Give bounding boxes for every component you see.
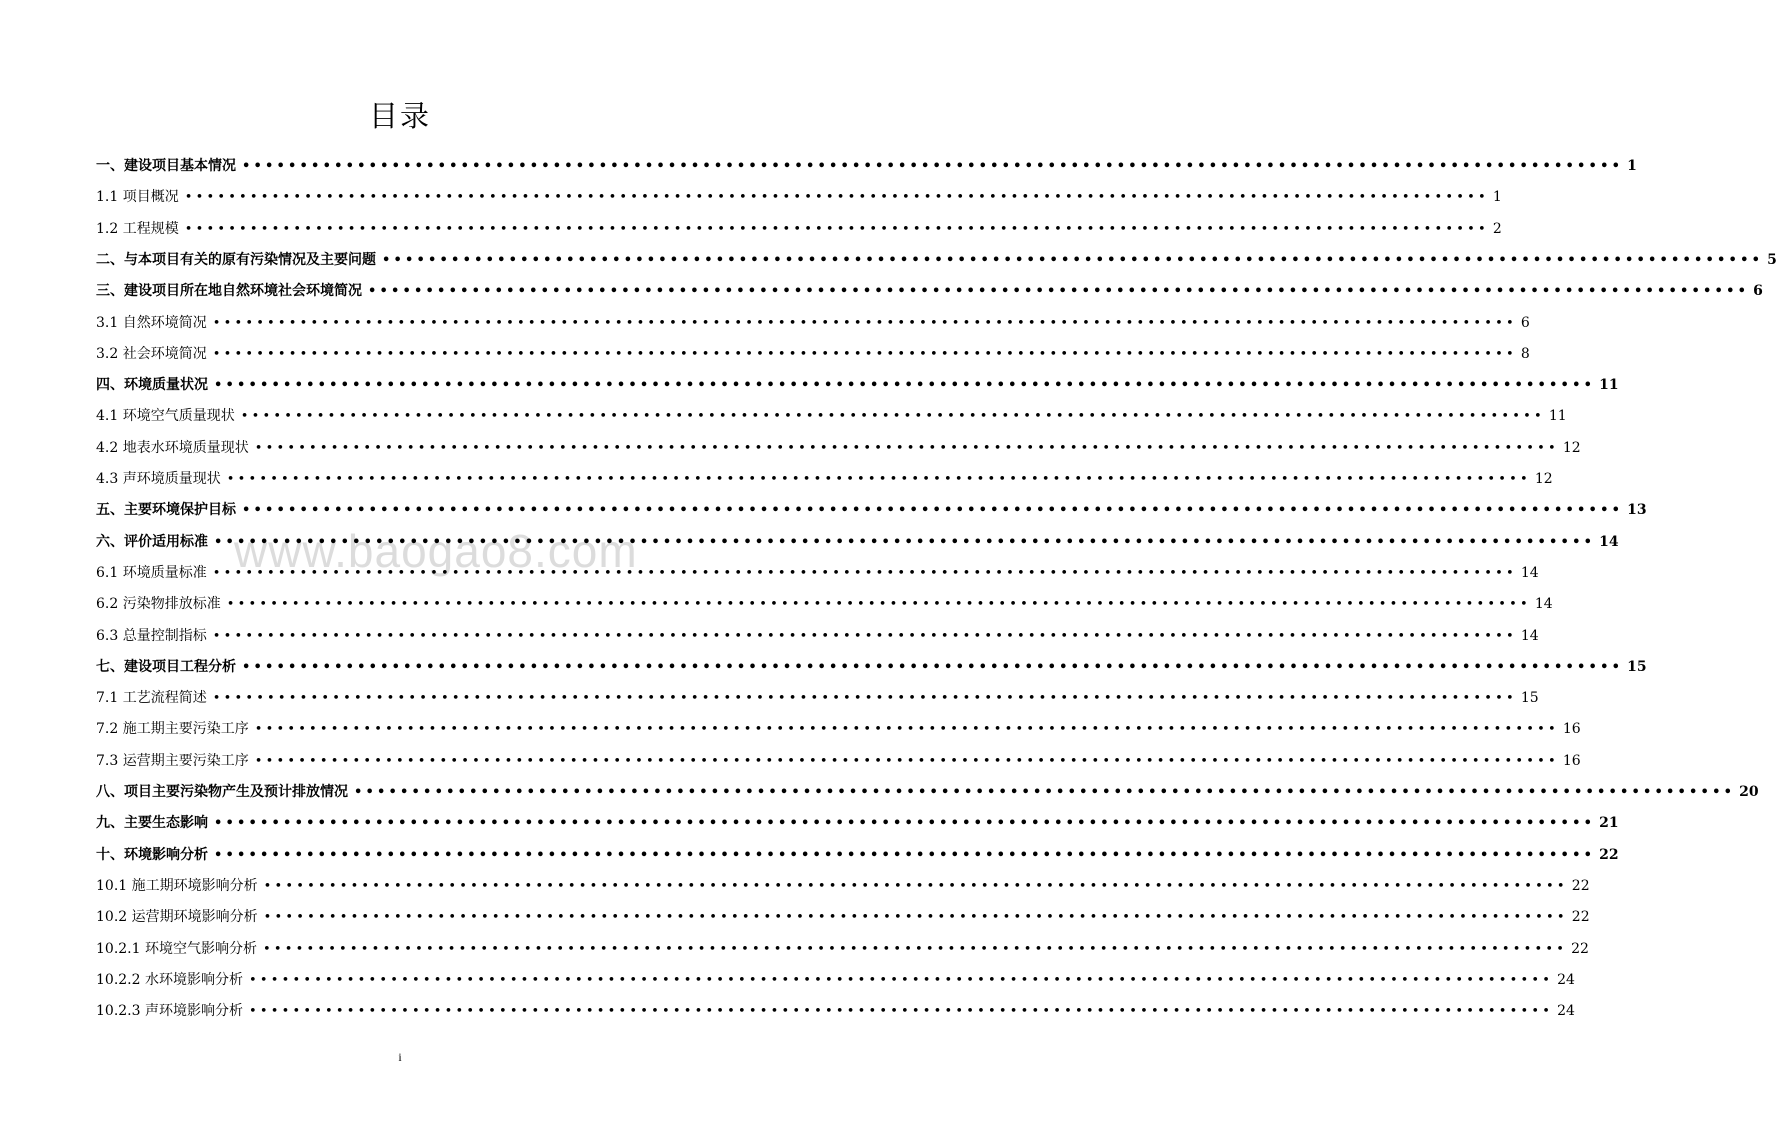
toc-entry-label: 10.2.3 声环境影响分析 [96,1003,243,1019]
toc-entry-label: 3.2 社会环境简况 [96,346,207,362]
toc-entry-page: 1 [1627,158,1637,174]
toc-entry-page: 21 [1599,815,1619,831]
toc-entry-page: 15 [1520,690,1539,706]
toc-entry-page: 22 [1571,909,1590,925]
toc-entry-page: 14 [1520,628,1539,644]
toc-dot-leader: •••••••••••••••••••••••••••••••••••••••••••••••••••••••••••••••••••••••••••••••••••••••••••••••••••••••••••••••••••••••• [262,942,1568,957]
toc-dot-leader: •••••••••••••••••••••••••••••••••••••••••••••••••••••••••••••••••••••••••••••••••••••••••••••••••••••••••••••••••••••••• [214,535,1596,550]
toc-entry-page: 24 [1557,1003,1575,1019]
page-number-footer: i [398,1050,402,1064]
toc-entry[interactable] [96,969,1575,991]
toc-entry[interactable] [96,750,1581,772]
toc-entry-label: 四、环境质量状况 [96,377,208,393]
toc-entry-label: 7.1 工艺流程简述 [96,690,207,706]
toc-dot-leader: •••••••••••••••••••••••••••••••••••••••••••••••••••••••••••••••••••••••••••••••••••••••••••••••••••••••••••••••••••••••• [248,973,1554,988]
toc-entry[interactable] [96,562,1539,584]
toc-entry-label: 4.2 地表水环境质量现状 [96,440,249,456]
toc-dot-leader: •••••••••••••••••••••••••••••••••••••••••••••••••••••••••••••••••••••••••••••••••••••••••••••••••••••••••••••••••••••••• [263,879,1568,894]
toc-entry-label: 二、与本项目有关的原有污染情况及主要问题 [96,252,376,268]
toc-dot-leader: •••••••••••••••••••••••••••••••••••••••••••••••••••••••••••••••••••••••••••••••••••••••••••••••••••••••••••••••••••••••• [214,378,1596,393]
toc-entry-label: 1.2 工程规模 [96,221,179,237]
toc-entry[interactable] [96,468,1553,490]
watermark: www.baogao8.com [234,525,638,577]
toc-entry-page: 16 [1562,753,1581,769]
toc-dot-leader: •••••••••••••••••••••••••••••••••••••••••••••••••••••••••••••••••••••••••••••••••••••••••••••••••••••••••••••••••••••••• [263,910,1568,925]
toc-entry[interactable] [96,938,1589,960]
toc-entry-label: 6.2 污染物排放标准 [96,596,221,612]
toc-entry-page: 11 [1548,408,1567,424]
toc-entry[interactable] [96,875,1590,897]
toc-entry[interactable] [96,656,1647,678]
toc-entry[interactable] [96,781,1759,803]
toc-dot-leader: •••••••••••••••••••••••••••••••••••••••••••••••••••••••••••••••••••••••••••••••••••••••••••••••••••••••••••••••••••••••• [212,629,1517,644]
toc-entry-page: 8 [1520,346,1530,362]
toc-entry[interactable] [96,312,1530,334]
toc-dot-leader: •••••••••••••••••••••••••••••••••••••••••••••••••••••••••••••••••••••••••••••••••••••••••••••••••••••••••••••••••••••••• [226,472,1531,487]
toc-dot-leader: •••••••••••••••••••••••••••••••••••••••••••••••••••••••••••••••••••••••••••••••••••••••••••••••••••••••••••••••••••••••• [254,441,1559,456]
toc-entry-page: 22 [1571,941,1589,957]
toc-entry-page: 14 [1599,534,1619,550]
toc-entry-label: 4.1 环境空气质量现状 [96,408,235,424]
toc-entry-label: 10.1 施工期环境影响分析 [96,878,258,894]
toc-entry[interactable] [96,280,1763,302]
toc-dot-leader: •••••••••••••••••••••••••••••••••••••••••••••••••••••••••••••••••••••••••••••••••••••••••••••••••••••••••••••••••••••••• [184,222,1489,237]
toc-entry-label: 6.3 总量控制指标 [96,628,207,644]
toc-entry-page: 16 [1562,721,1581,737]
toc-dot-leader: •••••••••••••••••••••••••••••••••••••••••••••••••••••••••••••••••••••••••••••••••••••••••••••••••••••••••••••••••••••••• [242,503,1624,518]
toc-dot-leader: •••••••••••••••••••••••••••••••••••••••••••••••••••••••••••••••••••••••••••••••••••••••••••••••••••••••••••••••••••••••• [212,347,1517,362]
toc-entry-page: 1 [1492,189,1502,205]
toc-entry-label: 10.2.2 水环境影响分析 [96,972,243,988]
toc-dot-leader: •••••••••••••••••••••••••••••••••••••••••••••••••••••••••••••••••••••••••••••••••••••••••••••••••••••••••••••••••••••••• [214,848,1596,863]
toc-entry[interactable] [96,812,1619,834]
toc-dot-leader: •••••••••••••••••••••••••••••••••••••••••••••••••••••••••••••••••••••••••••••••••••••••••••••••••••••••••••••••••••••••• [382,253,1764,268]
toc-dot-leader: •••••••••••••••••••••••••••••••••••••••••••••••••••••••••••••••••••••••••••••••••••••••••••••••••••••••••••••••••••••••• [254,754,1559,769]
toc-entry-page: 12 [1562,440,1581,456]
toc-dot-leader: •••••••••••••••••••••••••••••••••••••••••••••••••••••••••••••••••••••••••••••••••••••••••••••••••••••••••••••••••••••••• [212,566,1517,581]
toc-entry[interactable] [96,625,1539,647]
toc-dot-leader: •••••••••••••••••••••••••••••••••••••••••••••••••••••••••••••••••••••••••••••••••••••••••••••••••••••••••••••••••••••••• [214,816,1596,831]
toc-entry-page: 13 [1627,502,1647,518]
toc-entry-label: 六、评价适用标准 [96,534,208,550]
toc-entry[interactable] [96,531,1619,553]
toc-dot-leader: •••••••••••••••••••••••••••••••••••••••••••••••••••••••••••••••••••••••••••••••••••••••••••••••••••••••••••••••••••••••• [212,316,1517,331]
toc-entry-label: 七、建设项目工程分析 [96,659,236,675]
toc-entry-label: 3.1 自然环境简况 [96,315,207,331]
toc-entry-page: 14 [1534,596,1553,612]
toc-entry-page: 20 [1739,784,1759,800]
toc-entry[interactable] [96,718,1581,740]
toc-entry-page: 2 [1492,221,1502,237]
toc-entry-label: 五、主要环境保护目标 [96,502,236,518]
toc-dot-leader: •••••••••••••••••••••••••••••••••••••••••••••••••••••••••••••••••••••••••••••••••••••••••••••••••••••••••••••••••••••••• [248,1004,1554,1019]
toc-entry[interactable] [96,906,1590,928]
toc-entry-label: 十、环境影响分析 [96,847,208,863]
toc-entry-page: 12 [1534,471,1553,487]
toc-entry-page: 11 [1599,377,1619,393]
toc-entry[interactable] [96,437,1581,459]
toc-entry-label: 一、建设项目基本情况 [96,158,236,174]
toc-dot-leader: •••••••••••••••••••••••••••••••••••••••••••••••••••••••••••••••••••••••••••••••••••••••••••••••••••••••••••••••••••••••• [354,785,1736,800]
toc-entry-label: 八、项目主要污染物产生及预计排放情况 [96,784,348,800]
toc-entry-page: 24 [1557,972,1575,988]
toc-entry-page: 5 [1767,252,1777,268]
toc-entry[interactable] [96,343,1530,365]
toc-entry[interactable] [96,593,1553,615]
toc-dot-leader: •••••••••••••••••••••••••••••••••••••••••••••••••••••••••••••••••••••••••••••••••••••••••••••••••••••••••••••••••••••••• [240,409,1545,424]
toc-dot-leader: •••••••••••••••••••••••••••••••••••••••••••••••••••••••••••••••••••••••••••••••••••••••••••••••••••••••••••••••••••••••• [242,660,1624,675]
toc-entry-page: 14 [1520,565,1539,581]
toc-dot-leader: •••••••••••••••••••••••••••••••••••••••••••••••••••••••••••••••••••••••••••••••••••••••••••••••••••••••••••••••••••••••• [368,284,1750,299]
toc-entry-label: 10.2.1 环境空气影响分析 [96,941,257,957]
toc-entry-label: 6.1 环境质量标准 [96,565,207,581]
toc-dot-leader: •••••••••••••••••••••••••••••••••••••••••••••••••••••••••••••••••••••••••••••••••••••••••••••••••••••••••••••••••••••••• [184,190,1489,205]
toc-entry-page: 6 [1520,315,1530,331]
toc-entry-page: 6 [1753,283,1763,299]
toc-entry-label: 三、建设项目所在地自然环境社会环境简况 [96,283,362,299]
toc-entry[interactable] [96,155,1637,177]
toc-entry-label: 4.3 声环境质量现状 [96,471,221,487]
toc-dot-leader: •••••••••••••••••••••••••••••••••••••••••••••••••••••••••••••••••••••••••••••••••••••••••••••••••••••••••••••••••••••••• [212,691,1517,706]
toc-entry[interactable] [96,499,1647,521]
toc-entry[interactable] [96,687,1539,709]
toc-dot-leader: •••••••••••••••••••••••••••••••••••••••••••••••••••••••••••••••••••••••••••••••••••••••••••••••••••••••••••••••••••••••• [254,722,1559,737]
toc-entry[interactable] [96,1000,1575,1022]
toc-entry-label: 10.2 运营期环境影响分析 [96,909,258,925]
toc-entry[interactable] [96,405,1567,427]
toc-entry-page: 15 [1627,659,1647,675]
toc-entry-page: 22 [1571,878,1590,894]
toc-entry[interactable] [96,844,1619,866]
toc-entry-label: 九、主要生态影响 [96,815,208,831]
toc-entry-page: 22 [1599,847,1619,863]
toc-entry[interactable] [96,249,1777,271]
toc-entry[interactable] [96,374,1619,396]
toc-entry[interactable] [96,218,1502,240]
toc-entry-label: 1.1 项目概况 [96,189,179,205]
page-title: 目录 [368,99,431,133]
toc-entry-label: 7.2 施工期主要污染工序 [96,721,249,737]
toc-dot-leader: •••••••••••••••••••••••••••••••••••••••••••••••••••••••••••••••••••••••••••••••••••••••••••••••••••••••••••••••••••••••• [226,597,1531,612]
toc-entry[interactable] [96,186,1502,208]
toc-entry-label: 7.3 运营期主要污染工序 [96,753,249,769]
toc-dot-leader: •••••••••••••••••••••••••••••••••••••••••••••••••••••••••••••••••••••••••••••••••••••••••••••••••••••••••••••••••••••••• [242,159,1624,174]
